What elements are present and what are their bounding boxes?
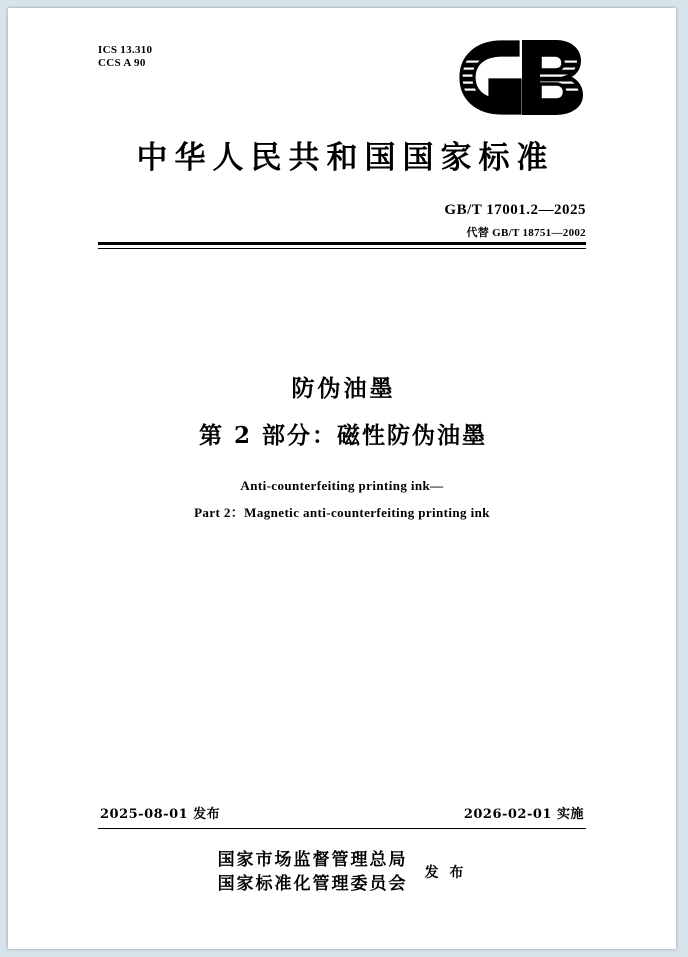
header-rule-thin: [98, 248, 586, 249]
footer-dates: [98, 800, 586, 822]
document-page: [8, 8, 676, 949]
title-cn-line2: 第 2 部分：磁性防伪油墨: [198, 422, 488, 449]
ccs-code: CCS A 90: [98, 57, 146, 69]
standard-number: GB/T 17001.2—2025: [444, 202, 586, 218]
footer-rule: [98, 828, 586, 829]
issuer-line1: 国家市场监督管理总局: [217, 850, 408, 870]
standard-number-block: [444, 202, 586, 240]
issue-date: 2025-08-01 发布: [100, 807, 221, 822]
page-content: [70, 30, 614, 920]
gb-national-standard-logo: [456, 40, 586, 115]
publish-label: 发 布: [424, 865, 467, 881]
issuer-names: [218, 848, 408, 896]
header-rule-thick: [98, 242, 586, 245]
title-en-line2: Part 2：Magnetic anti-counterfeiting printing ink: [194, 505, 490, 520]
issuer-line2: 国家标准化管理委员会: [217, 874, 408, 894]
implement-date: 2026-02-01 实施: [463, 807, 584, 822]
ics-code: ICS 13.310: [98, 44, 153, 56]
issuing-authority: [70, 848, 614, 896]
document-title: [70, 370, 614, 521]
title-cn-line1: 防伪油墨: [291, 375, 396, 402]
national-standard-banner: 中华人民共和国国家标准: [136, 140, 555, 176]
standard-replaces: 代替 GB/T 18751—2002: [466, 227, 586, 239]
classification-codes: [98, 44, 152, 70]
title-en-line1: Anti-counterfeiting printing ink—: [240, 478, 444, 493]
